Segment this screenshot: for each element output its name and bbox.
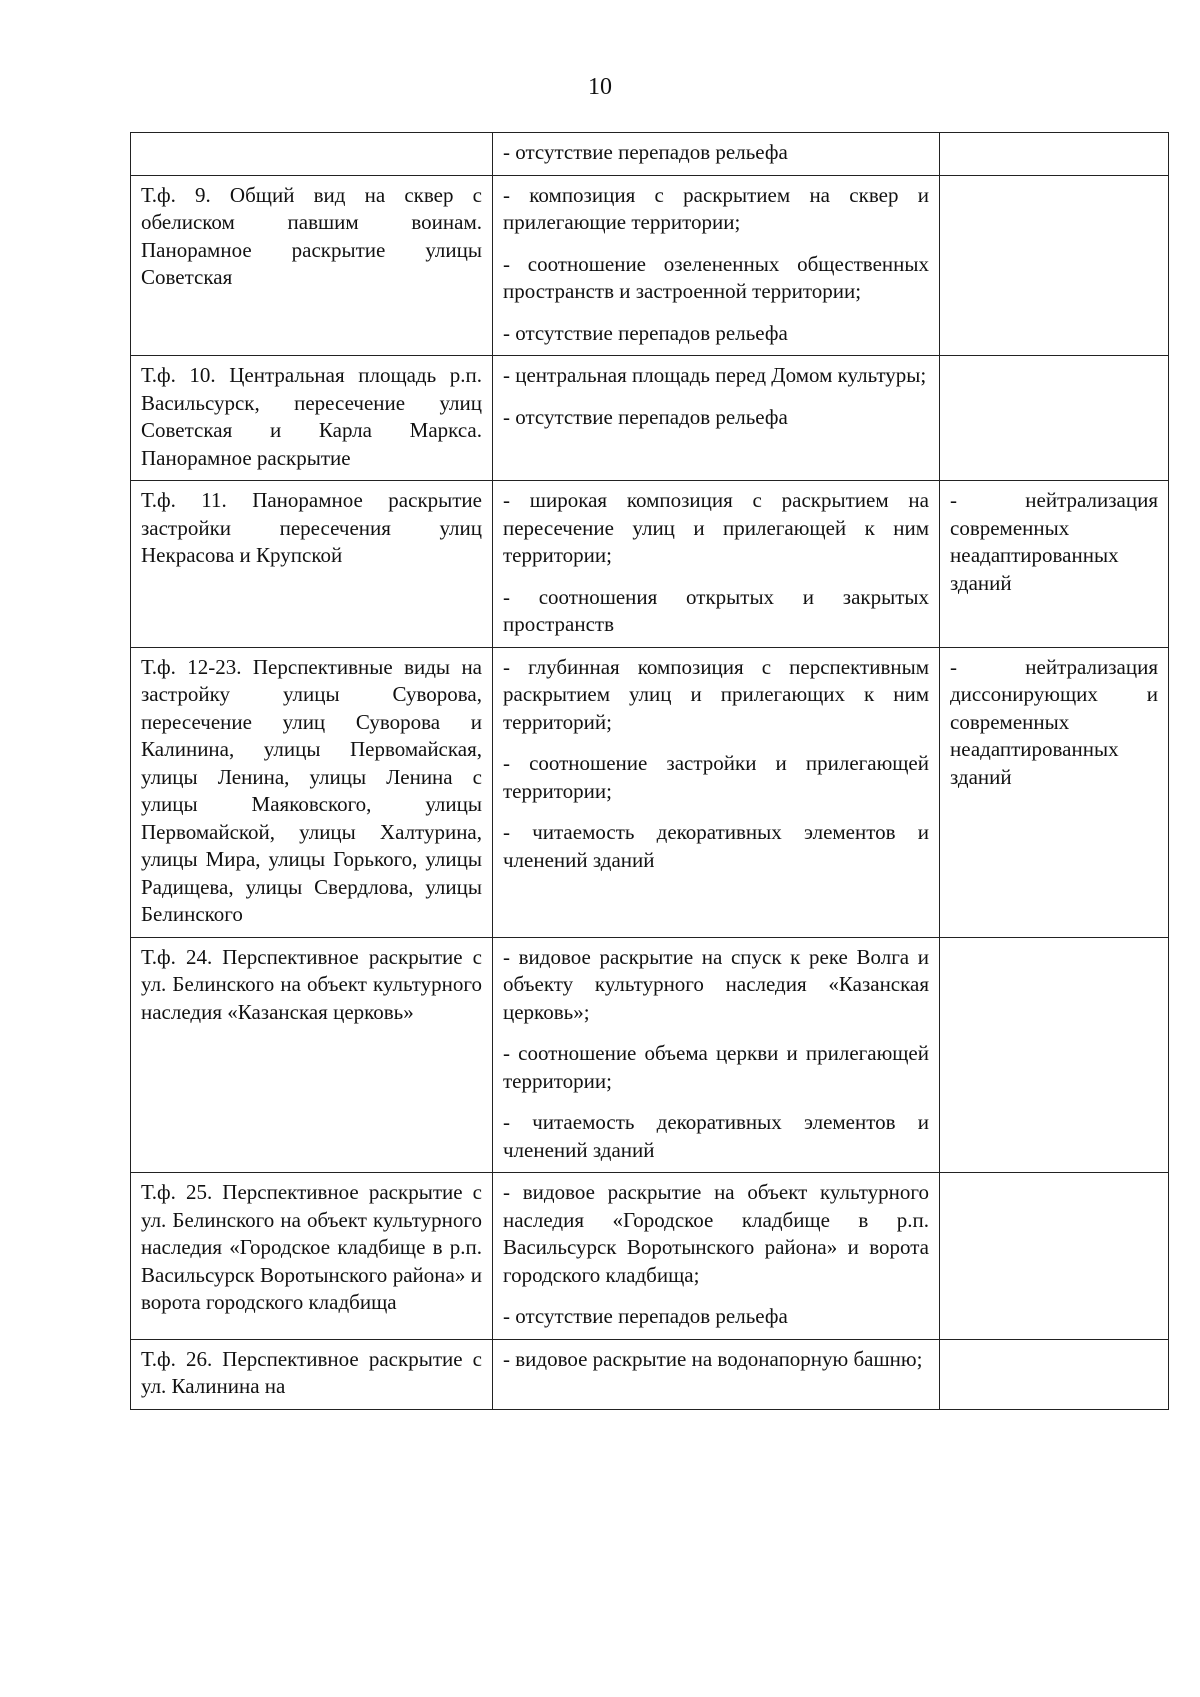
table-row <box>131 356 1169 481</box>
location-cell: Т.ф. 10. Центральная площадь р.п. Васильсурск, пересечение улиц Советская и Карла Маркса. Панорамное раскрытие <box>131 356 493 481</box>
restrictions-cell <box>940 356 1169 481</box>
feature-item: - глубинная композиция с перспективным раскрытием улиц и прилегающих к ним территорий; <box>503 654 929 734</box>
page-number: 10 <box>588 74 612 100</box>
restriction-item: - нейтрализация диссонирующих и современных неадаптированных зданий <box>950 654 1158 789</box>
features-cell <box>493 356 940 481</box>
restrictions-cell <box>940 133 1169 176</box>
restrictions-cell <box>940 647 1169 937</box>
feature-item: - отсутствие перепадов рельефа <box>503 320 788 345</box>
feature-item: - композиция с раскрытием на сквер и прилегающие территории; <box>503 182 929 234</box>
viewpoints-table <box>130 132 1169 1410</box>
location-cell: Т.ф. 25. Перспективное раскрытие с ул. Белинского на объект культурного наследия «Городское кладбище в р.п. Васильсурск Воротынского района» и ворота городского кладбища <box>131 1173 493 1340</box>
feature-item: - читаемость декоративных элементов и членений зданий <box>503 820 929 872</box>
feature-item: - отсутствие перепадов рельефа <box>503 1304 788 1328</box>
location-cell: Т.ф. 11. Панорамное раскрытие застройки пересечения улиц Некрасова и Крупской <box>131 481 493 648</box>
feature-item: - отсутствие перепадов рельефа <box>503 404 788 429</box>
location-cell: Т.ф. 12-23. Перспективные виды на застройку улицы Суворова, пересечение улиц Суворова и Калинина, улицы Первомайская, улицы Ленина, улицы Ленина с улицы Маяковского, улицы Первомайской, улицы Халтурина, улицы Мира, улицы Горького, улицы Радищева, улицы Свердлова, улицы Белинского <box>131 647 493 937</box>
features-cell <box>493 481 940 648</box>
features-cell <box>493 937 940 1173</box>
table-row <box>131 1173 1169 1340</box>
features-cell <box>493 1173 940 1340</box>
location-cell <box>131 133 493 176</box>
table-row <box>131 1339 1169 1409</box>
feature-item: - отсутствие перепадов рельефа <box>503 140 788 164</box>
feature-item: - видовое раскрытие на водонапорную башню; <box>503 1346 923 1371</box>
feature-item: - соотношение объема церкви и прилегающей территории; <box>503 1041 929 1093</box>
feature-item: - соотношения открытых и закрытых пространств <box>503 584 929 636</box>
table-row <box>131 133 1169 176</box>
table-row <box>131 175 1169 356</box>
restriction-item: - нейтрализация современных неадаптированных зданий <box>950 488 1158 595</box>
restrictions-cell <box>940 1339 1169 1409</box>
feature-item: - соотношение застройки и прилегающей территории; <box>503 751 929 803</box>
feature-item: - широкая композиция с раскрытием на пересечение улиц и прилегающей к ним территории; <box>503 488 929 567</box>
restrictions-cell <box>940 481 1169 648</box>
feature-item: - соотношение озелененных общественных пространств и застроенной территории; <box>503 251 929 303</box>
feature-item: - видовое раскрытие на объект культурного наследия «Городское кладбище в р.п. Васильсурск Воротынского района» и ворота городского кладбища; <box>503 1180 929 1287</box>
feature-item: - читаемость декоративных элементов и членений зданий <box>503 1110 929 1162</box>
features-cell <box>493 647 940 937</box>
table-row <box>131 937 1169 1173</box>
table-row <box>131 647 1169 937</box>
table-body <box>131 133 1169 1410</box>
feature-item: - центральная площадь перед Домом культуры; <box>503 363 927 387</box>
location-cell: Т.ф. 24. Перспективное раскрытие с ул. Белинского на объект культурного наследия «Казанская церковь» <box>131 937 493 1173</box>
restrictions-cell <box>940 937 1169 1173</box>
restrictions-cell <box>940 1173 1169 1340</box>
features-cell <box>493 133 940 176</box>
features-cell <box>493 175 940 356</box>
table-row <box>131 481 1169 648</box>
location-cell: Т.ф. 9. Общий вид на сквер с обелиском павшим воинам. Панорамное раскрытие улицы Советская <box>131 175 493 356</box>
restrictions-cell <box>940 175 1169 356</box>
location-cell: Т.ф. 26. Перспективное раскрытие с ул. Калинина на <box>131 1339 493 1409</box>
feature-item: - видовое раскрытие на спуск к реке Волга и объекту культурного наследия «Казанская церковь»; <box>503 944 929 1024</box>
features-cell <box>493 1339 940 1409</box>
